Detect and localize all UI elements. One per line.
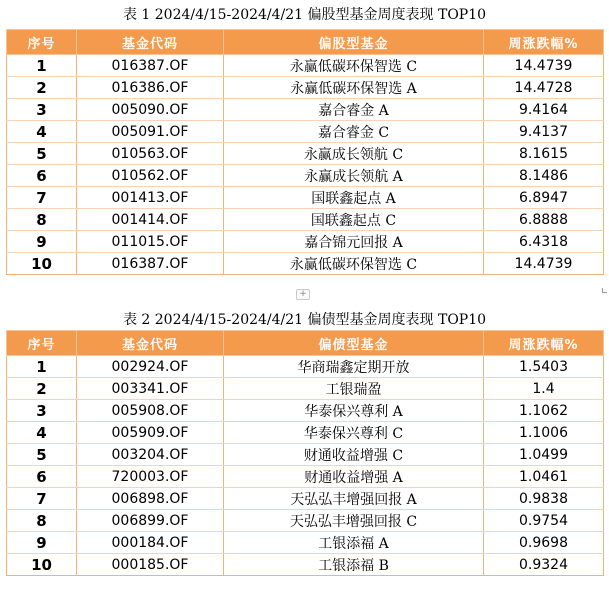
table-row xyxy=(7,554,604,576)
weekly-change-cell: 6.8947 xyxy=(484,187,604,209)
rank-cell: 8 xyxy=(7,510,77,532)
table-row xyxy=(7,209,604,231)
fund-name-cell: 华商瑞鑫定期开放 xyxy=(224,356,484,378)
fund-name-cell: 永赢低碳环保智选 C xyxy=(224,55,484,77)
rank-cell: 2 xyxy=(7,77,77,99)
table-row xyxy=(7,121,604,143)
table-row xyxy=(7,356,604,378)
rank-cell: 9 xyxy=(7,231,77,253)
weekly-change-cell: 0.9754 xyxy=(484,510,604,532)
table-row xyxy=(7,444,604,466)
weekly-change-cell: 0.9838 xyxy=(484,488,604,510)
weekly-change-cell: 14.4739 xyxy=(484,253,604,275)
fund-code-cell: 016387.OF xyxy=(77,253,224,275)
weekly-change-cell: 1.5403 xyxy=(484,356,604,378)
table-row xyxy=(7,422,604,444)
rank-cell: 6 xyxy=(7,165,77,187)
weekly-change-cell: 14.4739 xyxy=(484,55,604,77)
fund-code-cell: 011015.OF xyxy=(77,231,224,253)
fund-name-cell: 工银添福 A xyxy=(224,532,484,554)
fund-name-cell: 国联鑫起点 A xyxy=(224,187,484,209)
fund-code-cell: 001413.OF xyxy=(77,187,224,209)
page-corner-mark xyxy=(602,288,607,293)
weekly-change-cell: 9.4164 xyxy=(484,99,604,121)
rank-cell: 10 xyxy=(7,253,77,275)
weekly-change-cell: 8.1615 xyxy=(484,143,604,165)
table-row xyxy=(7,488,604,510)
fund-name-cell: 嘉合睿金 A xyxy=(224,99,484,121)
table-equity-funds xyxy=(6,29,604,275)
fund-name-cell: 天弘弘丰增强回报 C xyxy=(224,510,484,532)
fund-name-cell: 财通收益增强 A xyxy=(224,466,484,488)
table-row xyxy=(7,400,604,422)
fund-code-cell: 006898.OF xyxy=(77,488,224,510)
table-row xyxy=(7,99,604,121)
fund-name-cell: 天弘弘丰增强回报 A xyxy=(224,488,484,510)
fund-code-cell: 005909.OF xyxy=(77,422,224,444)
table-row xyxy=(7,77,604,99)
weekly-change-cell: 0.9324 xyxy=(484,554,604,576)
table-row xyxy=(7,55,604,77)
weekly-change-cell: 1.1062 xyxy=(484,400,604,422)
fund-code-cell: 001414.OF xyxy=(77,209,224,231)
weekly-change-cell: 9.4137 xyxy=(484,121,604,143)
rank-cell: 5 xyxy=(7,444,77,466)
fund-code-cell: 010563.OF xyxy=(77,143,224,165)
fund-name-cell: 永赢成长领航 A xyxy=(224,165,484,187)
table-row xyxy=(7,532,604,554)
weekly-change-cell: 1.1006 xyxy=(484,422,604,444)
weekly-change-cell: 6.8888 xyxy=(484,209,604,231)
rank-cell: 4 xyxy=(7,422,77,444)
table-row xyxy=(7,510,604,532)
rank-cell: 1 xyxy=(7,55,77,77)
table-row xyxy=(7,253,604,275)
fund-code-cell: 005090.OF xyxy=(77,99,224,121)
fund-code-cell: 016386.OF xyxy=(77,77,224,99)
table1-header-pct: 周涨跌幅% xyxy=(484,30,604,55)
weekly-change-cell: 6.4318 xyxy=(484,231,604,253)
table-row xyxy=(7,378,604,400)
rank-cell: 9 xyxy=(7,532,77,554)
weekly-change-cell: 14.4728 xyxy=(484,77,604,99)
table1-header-rank: 序号 xyxy=(7,30,77,55)
table-row xyxy=(7,187,604,209)
rank-cell: 10 xyxy=(7,554,77,576)
table1-header-name: 偏股型基金 xyxy=(224,30,484,55)
plus-icon: + xyxy=(299,289,307,299)
rank-cell: 6 xyxy=(7,466,77,488)
weekly-change-cell: 1.0461 xyxy=(484,466,604,488)
table1-header-code: 基金代码 xyxy=(77,30,224,55)
rank-cell: 7 xyxy=(7,488,77,510)
rank-cell: 5 xyxy=(7,143,77,165)
rank-cell: 4 xyxy=(7,121,77,143)
table-bond-funds xyxy=(6,330,604,576)
table2-header-row xyxy=(7,331,604,356)
fund-name-cell: 华泰保兴尊利 A xyxy=(224,400,484,422)
fund-code-cell: 005091.OF xyxy=(77,121,224,143)
weekly-change-cell: 1.0499 xyxy=(484,444,604,466)
weekly-change-cell: 0.9698 xyxy=(484,532,604,554)
fund-name-cell: 永赢低碳环保智选 A xyxy=(224,77,484,99)
fund-name-cell: 工银瑞盈 xyxy=(224,378,484,400)
fund-code-cell: 720003.OF xyxy=(77,466,224,488)
weekly-change-cell: 1.4 xyxy=(484,378,604,400)
rank-cell: 8 xyxy=(7,209,77,231)
table-row xyxy=(7,165,604,187)
rank-cell: 2 xyxy=(7,378,77,400)
fund-code-cell: 003341.OF xyxy=(77,378,224,400)
fund-name-cell: 永赢低碳环保智选 C xyxy=(224,253,484,275)
fund-code-cell: 003204.OF xyxy=(77,444,224,466)
rank-cell: 3 xyxy=(7,99,77,121)
table2-header-name: 偏债型基金 xyxy=(224,331,484,356)
rank-cell: 1 xyxy=(7,356,77,378)
table1-header-row xyxy=(7,30,604,55)
fund-name-cell: 嘉合睿金 C xyxy=(224,121,484,143)
fund-name-cell: 国联鑫起点 C xyxy=(224,209,484,231)
weekly-change-cell: 8.1486 xyxy=(484,165,604,187)
table2-caption: 表 2 2024/4/15-2024/4/21 偏债型基金周度表现 TOP10 xyxy=(122,312,487,328)
table1-caption: 表 1 2024/4/15-2024/4/21 偏股型基金周度表现 TOP10 xyxy=(122,7,487,23)
fund-name-cell: 工银添福 B xyxy=(224,554,484,576)
table2-header-code: 基金代码 xyxy=(77,331,224,356)
fund-name-cell: 永赢成长领航 C xyxy=(224,143,484,165)
fund-name-cell: 嘉合锦元回报 A xyxy=(224,231,484,253)
table-row xyxy=(7,231,604,253)
fund-code-cell: 005908.OF xyxy=(77,400,224,422)
rank-cell: 7 xyxy=(7,187,77,209)
table-row xyxy=(7,143,604,165)
fund-code-cell: 000184.OF xyxy=(77,532,224,554)
fund-name-cell: 华泰保兴尊利 C xyxy=(224,422,484,444)
table-add-handle[interactable] xyxy=(296,289,310,300)
fund-code-cell: 010562.OF xyxy=(77,165,224,187)
table2-header-pct: 周涨跌幅% xyxy=(484,331,604,356)
table-row xyxy=(7,466,604,488)
fund-name-cell: 财通收益增强 C xyxy=(224,444,484,466)
rank-cell: 3 xyxy=(7,400,77,422)
table2-header-rank: 序号 xyxy=(7,331,77,356)
fund-code-cell: 002924.OF xyxy=(77,356,224,378)
fund-code-cell: 016387.OF xyxy=(77,55,224,77)
fund-code-cell: 006899.OF xyxy=(77,510,224,532)
fund-code-cell: 000185.OF xyxy=(77,554,224,576)
